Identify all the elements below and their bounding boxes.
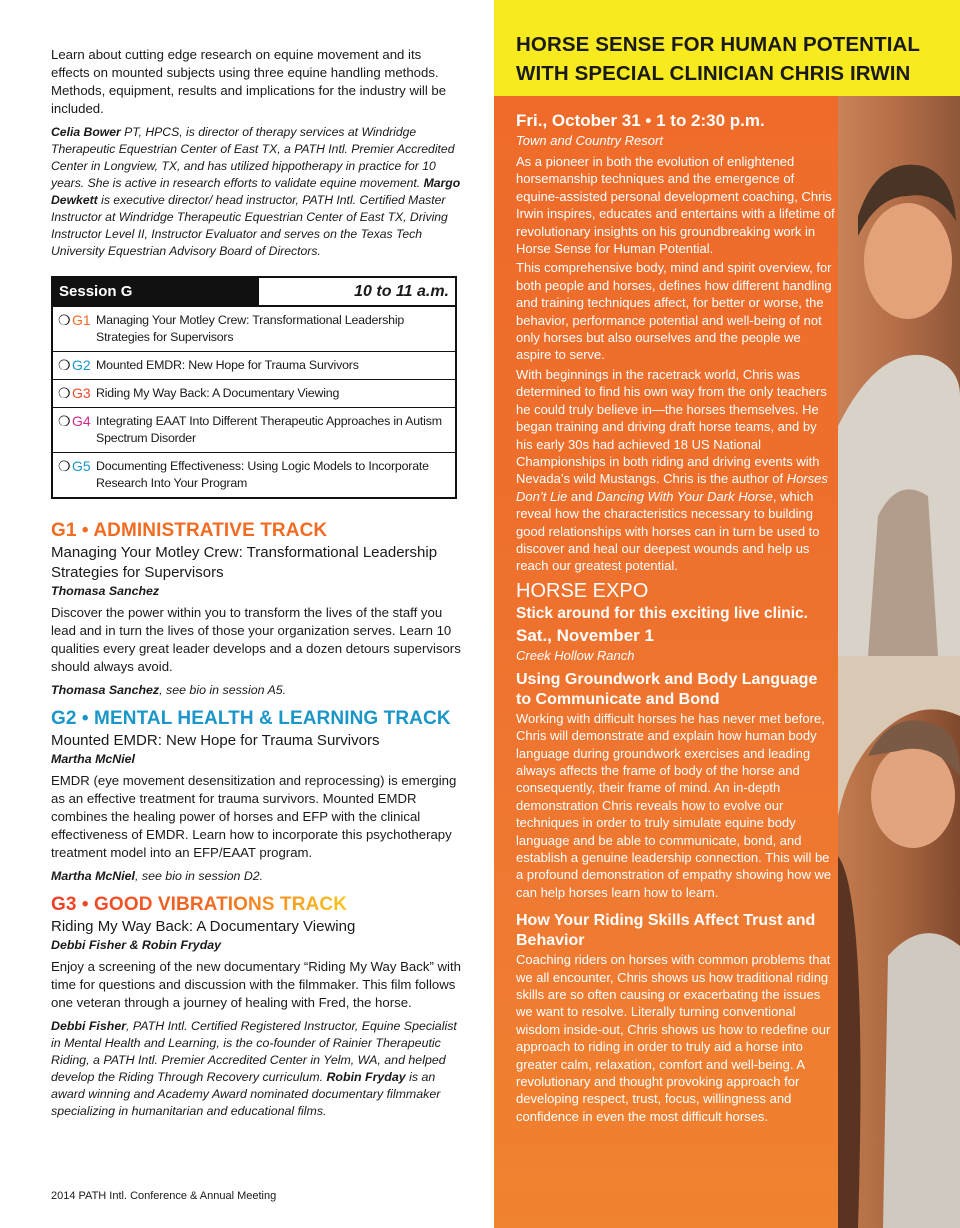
track-description: Discover the power within you to transform the lives of the staff you lead and in turn the lives of those your organization serves. Learn 10 qualities every great leader develops and a dozen detours supervisors should always avoid. [51, 605, 461, 674]
session-title: Riding My Way Back: A Documentary Viewing [96, 386, 340, 400]
session-code: G3 [72, 385, 91, 401]
track-subtitle: Mounted EMDR: New Hope for Trauma Survivors [51, 732, 380, 749]
presenter-name: Debbi Fisher & Robin Fryday [51, 938, 222, 952]
paragraph-text: With beginnings in the racetrack world, Chris was determined to find his own way from the only teachers he could truly believe in—the horses themselves. He began training and driving draft horse teams, and by his early 30s had achieved 18 US National Championships in both riding and driving events with Nevada’s wild Mustangs. Chris is the author of [516, 366, 827, 487]
session-code: G5 [72, 458, 91, 474]
session-item[interactable] [53, 352, 455, 380]
see-bio [51, 682, 461, 699]
session-time: 10 to 11 a.m. [354, 283, 449, 300]
track-heading-g2: G2 • MENTAL HEALTH & LEARNING TRACK [51, 708, 451, 729]
session-title: Managing Your Motley Crew: Transformational Leadership Strategies for Supervisors [96, 313, 405, 344]
feature-paragraph: As a pioneer in both the evolution of enlightened horsemanship techniques and the emergence of equine-assisted personal development coaching, Chris Irwin inspires, educates and entertains with a lifetime of revolutionary insights on his groundbreaking work in Horse Sense for Human Potential. [516, 154, 835, 257]
expo-title: HORSE EXPO [516, 579, 649, 602]
presenter-name: Martha McNiel [51, 752, 135, 766]
track-heading-g3: G3 • GOOD VIBRATIONS TRACK [51, 894, 348, 915]
clinician-photo [838, 96, 960, 656]
track-subtitle: Managing Your Motley Crew: Transformational Leadership Strategies for Supervisors [51, 544, 438, 581]
presenter-name: Thomasa Sanchez [51, 584, 160, 598]
banner-title [516, 30, 920, 88]
event-date: Fri., October 31 • 1 to 2:30 p.m. [516, 111, 765, 130]
see-bio [51, 1018, 461, 1120]
page-footer: 2014 PATH Intl. Conference & Annual Meeting [51, 1190, 277, 1202]
track-subtitle: Riding My Way Back: A Documentary Viewing [51, 918, 356, 935]
checkbox-circle-icon[interactable]: ❍ [58, 385, 71, 401]
expo-date: Sat., November 1 [516, 625, 654, 645]
session-name: Session G [53, 278, 259, 305]
horse-portrait-icon [838, 656, 960, 1228]
session-code: G2 [72, 357, 91, 373]
banner-line: HORSE SENSE FOR HUMAN POTENTIAL [516, 33, 921, 56]
session-title: Integrating EAAT Into Different Therapeutic Approaches in Autism Spectrum Disorder [96, 414, 442, 445]
checkbox-circle-icon[interactable]: ❍ [58, 312, 71, 328]
see-bio [51, 868, 461, 885]
session-code: G4 [72, 413, 91, 429]
clinician-horse-photo [838, 656, 960, 1228]
session-item[interactable] [53, 307, 455, 352]
bio-name: Margo Dewkett [51, 176, 461, 207]
bio-text: , see bio in session D2. [135, 869, 264, 883]
event-venue: Town and Country Resort [516, 133, 663, 148]
bio-name: Martha McNiel [51, 869, 135, 883]
expo-subtitle: Stick around for this exciting live clinic. [516, 604, 808, 622]
session-item[interactable] [53, 380, 455, 408]
checkbox-circle-icon[interactable]: ❍ [58, 458, 71, 474]
paragraph-text: and [567, 488, 597, 504]
bio-name: Robin Fryday [326, 1070, 406, 1084]
feature-sidebar [494, 0, 960, 1228]
track-heading-g1: G1 • ADMINISTRATIVE TRACK [51, 520, 328, 541]
session-title: Documenting Effectiveness: Using Logic Models to Incorporate Research Into Your Program [96, 459, 429, 490]
checkbox-circle-icon[interactable]: ❍ [58, 357, 71, 373]
bio-text: is an award winning and Academy Award nominated documentary filmmaker specializing in humanitarian and educational films. [51, 1070, 441, 1118]
left-column [51, 46, 461, 1120]
expo-venue: Creek Hollow Ranch [516, 647, 635, 663]
bio-name: Thomasa Sanchez [51, 683, 160, 697]
session-item[interactable] [53, 408, 455, 453]
clinic-heading: How Your Riding Skills Affect Trust and Behavior [516, 912, 816, 950]
session-item[interactable] [53, 453, 455, 497]
track-description: Enjoy a screening of the new documentary “Riding My Way Back” with time for questions and discussion with the filmmaker. This film follows one veteran through a journey of healing with Fred, the horse. [51, 959, 461, 1010]
session-header [53, 278, 455, 307]
banner-line: WITH SPECIAL CLINICIAN CHRIS IRWIN [516, 62, 911, 85]
session-intro: Learn about cutting edge research on equine movement and its effects on mounted subjects using three equine handling methods. Methods, equipment, results and implications for the industry will be included. [51, 47, 447, 116]
portrait-icon [838, 96, 960, 656]
clinic-description: Working with difficult horses he has never met before, Chris will demonstrate and explain how human body language during groundwork exercises and leading always affects the frame of body of the horse and consequently, their frame of mind. An in-depth demonstration Chris reveals how to evolve our techniques in order to truly simulate equine body language and be able to communicate, bond, and establish a genuine leadership connection. This will be a profound demonstration of empathy showing how we can help horses learn how to learn. [516, 710, 832, 900]
bio-text: , PATH Intl. Certified Registered Instructor, Equine Specialist in Mental Health and Learning, is the co-founder of Rainier Therapeutic Riding, a PATH Intl. Premier Accredited Center in Yelm, WA, and helped develop the Riding Through Recovery curriculum. [51, 1019, 457, 1084]
clinic-description: Coaching riders on horses with common problems that we all encounter, Chris shows us how traditional riding skills are so often causing or exacerbating the issues we want to resolve. Literally turning conventional wisdom inside-out, Chris shows us how to redefine our approach to riding in order to truly aid a horse into greater calm, relaxation, comfort and well-being. A revolutionary and thought provoking approach for developing respect, trust, focus, willingness and confidence in even the most difficult horses. [516, 952, 831, 1124]
checkbox-circle-icon[interactable]: ❍ [58, 413, 71, 429]
bio-name: Celia Bower [51, 125, 121, 139]
paragraph-text: , which reveal how the characteristics necessary to building good relationships with horses can in turn be used to discover and heal our deepest wounds and help us reach our greatest potential. [516, 488, 820, 574]
feature-text [516, 110, 836, 1127]
book-title: Dancing With Your Dark Horse [596, 488, 773, 504]
bio-text: is executive director/ head instructor, PATH Intl. Certified Master Instructor at Windridge Therapeutic Equestrian Center of East TX, Driving Instructor Level II, Instructor Evaluator and serves on the Texas Tech University Equestrian Advisory Board of Directors. [51, 193, 448, 258]
bio-name: Debbi Fisher [51, 1019, 127, 1033]
bio-text: PT, HPCS, is director of therapy services at Windridge Therapeutic Equestrian Center of East TX, a PATH Intl. Premier Accredited Center in Longview, TX, and has utilized hippotherapy in practice for 10 years. She is active in research efforts to validate equine movement. [51, 125, 455, 190]
session-box [51, 276, 457, 499]
session-code: G1 [72, 312, 91, 328]
session-title: Mounted EMDR: New Hope for Trauma Survivors [96, 358, 359, 372]
book-title: Horses Don’t Lie [516, 471, 828, 504]
track-description: EMDR (eye movement desensitization and reprocessing) is emerging as an effective treatment for trauma survivors. Mounted EMDR combines the healing power of horses and EFP with the clinical effectiveness of EMDR. Learn how to incorporate this psychotherapy treatment model into an EFP/EAAT program. [51, 773, 457, 860]
presenter-bio [51, 124, 461, 260]
clinic-heading: Using Groundwork and Body Language to Communicate and Bond [516, 670, 818, 708]
bio-text: , see bio in session A5. [159, 683, 287, 697]
feature-paragraph [516, 366, 836, 575]
feature-banner [494, 0, 960, 96]
feature-paragraph: This comprehensive body, mind and spirit overview, for both people and horses, defines how different handling and training techniques affect, for better or worse, the behavior, performance potential and well-being of not only horses but also ourselves and the people we aspire to serve. [516, 260, 832, 363]
